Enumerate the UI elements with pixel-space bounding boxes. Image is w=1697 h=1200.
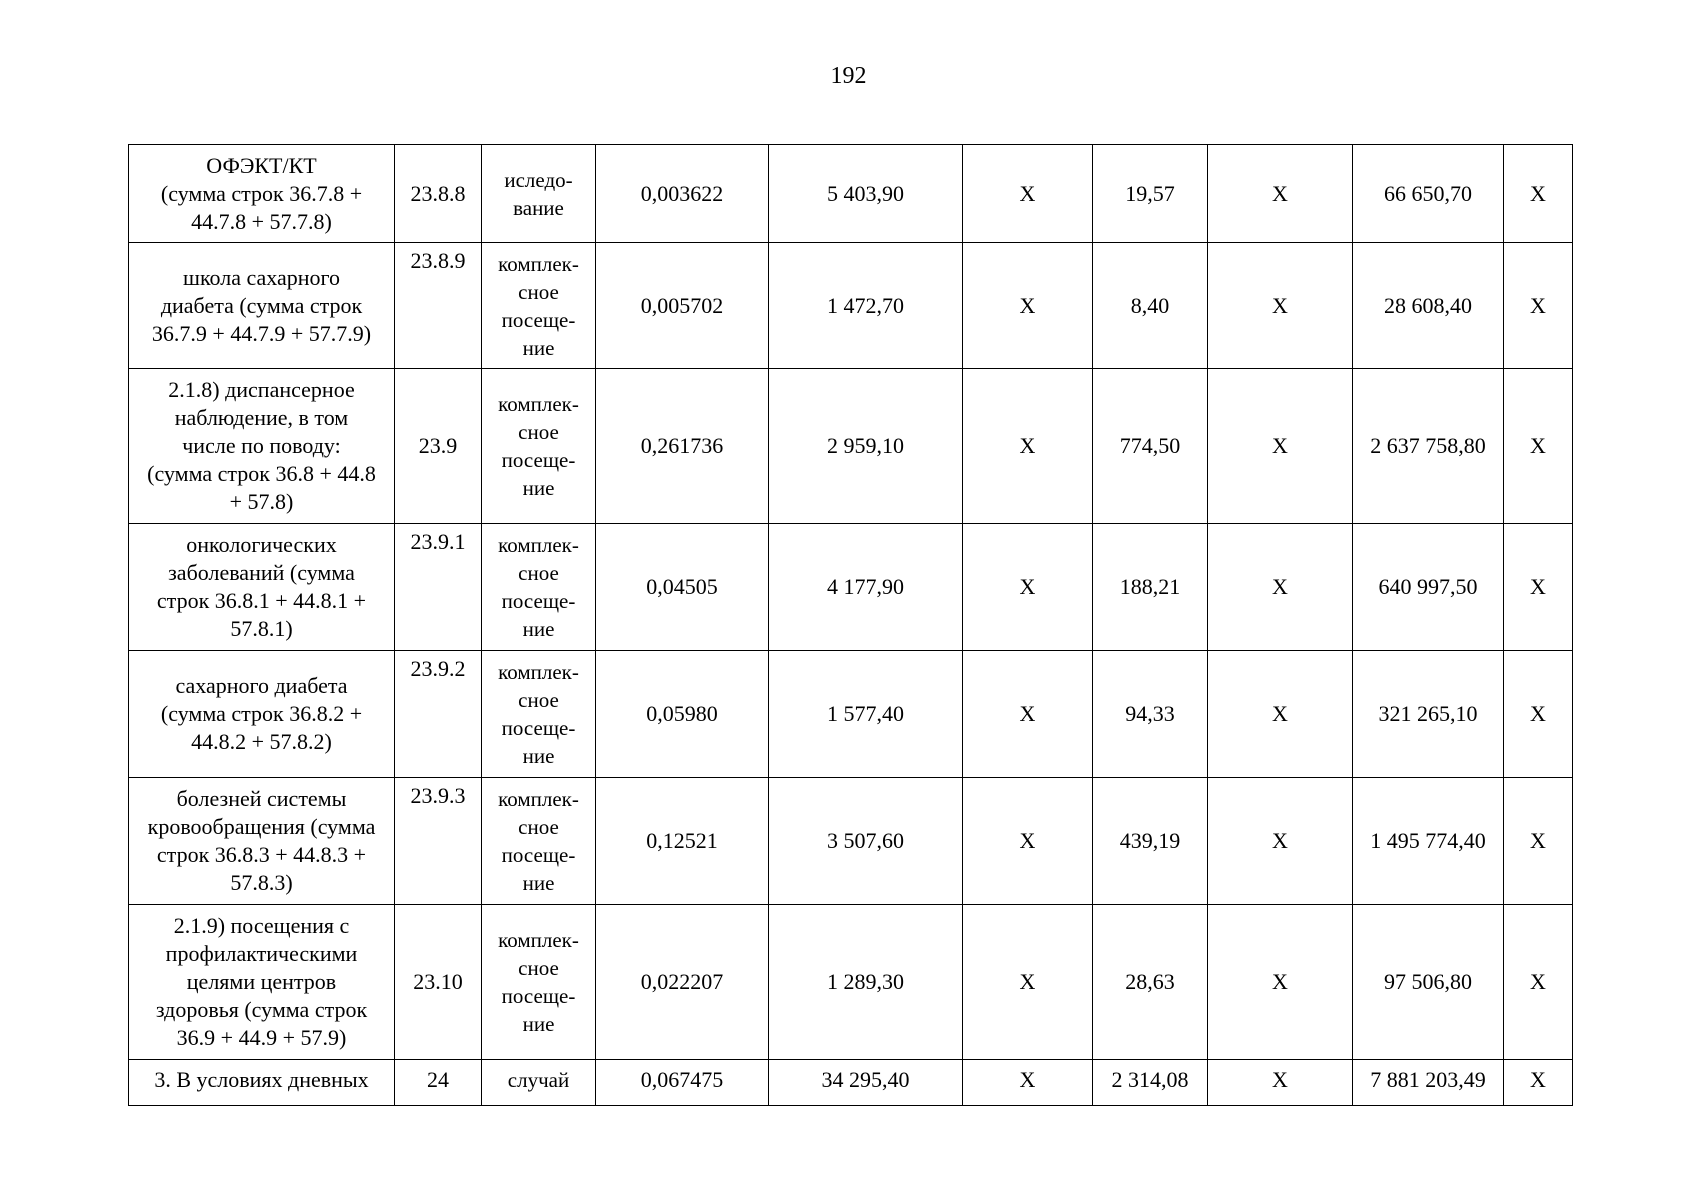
row-col6: Х: [963, 524, 1093, 651]
row-col6: Х: [963, 1060, 1093, 1106]
row-col8: Х: [1208, 651, 1353, 778]
row-code: 23.9: [395, 369, 482, 524]
row-col8: Х: [1208, 243, 1353, 369]
table-row: [129, 369, 1573, 524]
row-percapita: 188,21: [1093, 524, 1208, 651]
row-code: 24: [395, 1060, 482, 1106]
row-unit: комплек- сное посеще- ние: [482, 243, 596, 369]
row-norm: 0,067475: [596, 1060, 769, 1106]
row-col10: Х: [1504, 778, 1573, 905]
row-cost: 4 177,90: [769, 524, 963, 651]
row-col6: Х: [963, 905, 1093, 1060]
row-total: 28 608,40: [1353, 243, 1504, 369]
row-name: 3. В условиях дневных: [129, 1060, 395, 1106]
row-total: 2 637 758,80: [1353, 369, 1504, 524]
row-name: 2.1.8) диспансерное наблюдение, в том числе по поводу: (сумма строк 36.8 + 44.8 + 57.8): [129, 369, 395, 524]
data-table: [128, 144, 1573, 1106]
row-total: 97 506,80: [1353, 905, 1504, 1060]
row-total: 1 495 774,40: [1353, 778, 1504, 905]
row-code: 23.9.1: [395, 524, 482, 651]
row-col10: Х: [1504, 1060, 1573, 1106]
row-unit: иследо- вание: [482, 145, 596, 243]
table-row: [129, 1060, 1573, 1106]
row-col6: Х: [963, 145, 1093, 243]
row-norm: 0,12521: [596, 778, 769, 905]
row-cost: 2 959,10: [769, 369, 963, 524]
row-norm: 0,261736: [596, 369, 769, 524]
row-code: 23.8.8: [395, 145, 482, 243]
row-total: 321 265,10: [1353, 651, 1504, 778]
row-percapita: 8,40: [1093, 243, 1208, 369]
row-percapita: 439,19: [1093, 778, 1208, 905]
table-row: [129, 145, 1573, 243]
row-cost: 1 289,30: [769, 905, 963, 1060]
row-col10: Х: [1504, 369, 1573, 524]
row-total: 640 997,50: [1353, 524, 1504, 651]
row-unit: комплек- сное посеще- ние: [482, 905, 596, 1060]
row-unit: комплек- сное посеще- ние: [482, 651, 596, 778]
row-col6: Х: [963, 651, 1093, 778]
row-cost: 1 472,70: [769, 243, 963, 369]
row-norm: 0,003622: [596, 145, 769, 243]
row-norm: 0,005702: [596, 243, 769, 369]
page-number: 192: [830, 63, 867, 89]
row-norm: 0,022207: [596, 905, 769, 1060]
row-col8: Х: [1208, 145, 1353, 243]
row-cost: 3 507,60: [769, 778, 963, 905]
row-col8: Х: [1208, 778, 1353, 905]
row-unit: случай: [482, 1060, 596, 1106]
row-name: сахарного диабета (сумма строк 36.8.2 + 44.8.2 + 57.8.2): [129, 651, 395, 778]
row-norm: 0,05980: [596, 651, 769, 778]
row-cost: 34 295,40: [769, 1060, 963, 1106]
table-row: [129, 524, 1573, 651]
row-unit: комплек- сное посеще- ние: [482, 369, 596, 524]
row-col8: Х: [1208, 524, 1353, 651]
row-col8: Х: [1208, 905, 1353, 1060]
row-total: 66 650,70: [1353, 145, 1504, 243]
row-col8: Х: [1208, 1060, 1353, 1106]
row-percapita: 774,50: [1093, 369, 1208, 524]
row-cost: 1 577,40: [769, 651, 963, 778]
table-row: [129, 651, 1573, 778]
row-name: болезней системы кровообращения (сумма строк 36.8.3 + 44.8.3 + 57.8.3): [129, 778, 395, 905]
row-col10: Х: [1504, 145, 1573, 243]
row-col10: Х: [1504, 905, 1573, 1060]
row-name: 2.1.9) посещения с профилактическими целями центров здоровья (сумма строк 36.9 + 44.9 + 57.9): [129, 905, 395, 1060]
row-unit: комплек- сное посеще- ние: [482, 524, 596, 651]
table-row: [129, 778, 1573, 905]
row-total: 7 881 203,49: [1353, 1060, 1504, 1106]
row-name: школа сахарного диабета (сумма строк 36.7.9 + 44.7.9 + 57.7.9): [129, 243, 395, 369]
row-name: ОФЭКТ/КТ (сумма строк 36.7.8 + 44.7.8 + 57.7.8): [129, 145, 395, 243]
row-col6: Х: [963, 243, 1093, 369]
row-col10: Х: [1504, 243, 1573, 369]
table-row: [129, 905, 1573, 1060]
row-percapita: 94,33: [1093, 651, 1208, 778]
table-row: [129, 243, 1573, 369]
row-col8: Х: [1208, 369, 1353, 524]
row-unit: комплек- сное посеще- ние: [482, 778, 596, 905]
row-code: 23.9.3: [395, 778, 482, 905]
row-norm: 0,04505: [596, 524, 769, 651]
row-name: онкологических заболеваний (сумма строк 36.8.1 + 44.8.1 + 57.8.1): [129, 524, 395, 651]
row-col10: Х: [1504, 524, 1573, 651]
row-col10: Х: [1504, 651, 1573, 778]
row-code: 23.9.2: [395, 651, 482, 778]
row-code: 23.10: [395, 905, 482, 1060]
row-cost: 5 403,90: [769, 145, 963, 243]
row-code: 23.8.9: [395, 243, 482, 369]
row-percapita: 28,63: [1093, 905, 1208, 1060]
row-percapita: 19,57: [1093, 145, 1208, 243]
row-col6: Х: [963, 369, 1093, 524]
row-percapita: 2 314,08: [1093, 1060, 1208, 1106]
row-col6: Х: [963, 778, 1093, 905]
